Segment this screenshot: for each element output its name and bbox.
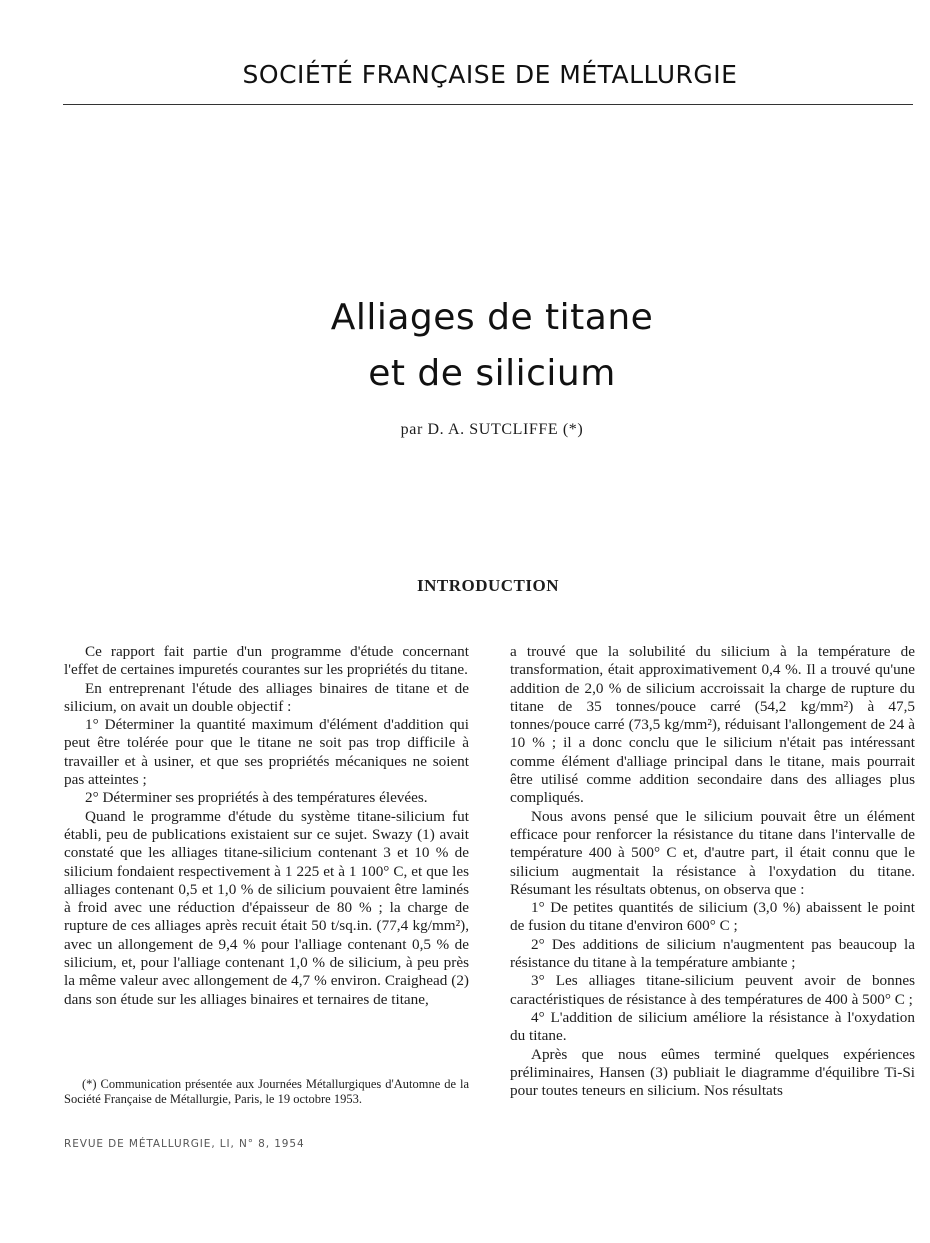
- paragraph: 2° Des additions de silicium n'augmentent pas beaucoup la résistance du titane à la température ambiante ;: [510, 935, 915, 972]
- right-column: [510, 643, 915, 1100]
- paragraph: Après que nous eûmes terminé quelques expériences préliminaires, Hansen (3) publiait le diagramme d'équilibre Ti-Si pour toutes teneurs en silicium. Nos résultats: [510, 1045, 915, 1100]
- paragraph: 4° L'addition de silicium améliore la résistance à l'oxydation du titane.: [510, 1008, 915, 1045]
- paragraph: Ce rapport fait partie d'un programme d'étude concernant l'effet de certaines impuretés courantes sur les propriétés du titane.: [64, 643, 469, 679]
- society-header: SOCIÉTÉ FRANÇAISE DE MÉTALLURGIE: [242, 60, 738, 89]
- paragraph: Quand le programme d'étude du système titane-silicium fut établi, peu de publications existaient sur ce sujet. Swazy (1) avait constaté que les alliages titane-silicium contenant 3 et 10 % de silicium fondaient respectivement à 1 225 et à 1 100° C, et que les alliages contenant 0,5 et 1,0 % de silicium pouvaient être laminés à froid avec une réduction d'épaisseur de 80 % ; la charge de rupture de ces alliages après recuit était 50 t/sq.in. (77,4 kg/mm²), avec un allongement de 9,4 % pour l'alliage contenant 0,5 % de silicium, et, pour l'alliage contenant 1,0 % de silicium, à peu près la même valeur avec allongement de 4,7 % environ. Craighead (2) dans son étude sur les alliages binaires et ternaires de titane,: [64, 807, 469, 1008]
- footnote-text: (*) Communication présentée aux Journées Métallurgiques d'Automne de la Société Française de Métallurgie, Paris, le 19 octobre 1953.: [64, 1077, 469, 1106]
- paragraph: 1° Déterminer la quantité maximum d'élément d'addition qui peut être tolérée pour que le titane ne soit pas trop difficile à travailler et à usiner, et que ses propriétés mécaniques ne soient pas atteintes ;: [64, 716, 469, 789]
- title-line-1: Alliages de titane: [330, 297, 654, 338]
- title-line-2: et de silicium: [368, 353, 616, 394]
- paragraph: En entreprenant l'étude des alliages binaires de titane et de silicium, on avait un double objectif :: [64, 679, 469, 715]
- paragraph-continuation: a trouvé que la solubilité du silicium à la température de transformation, était approximativement 0,4 %. Il a trouvé qu'une addition de 2,0 % de silicium accroissait la charge de rupture du titane de 35 tonnes/pouce carré (54,2 kg/mm²) à 47,5 tonnes/pouce carré (73,5 kg/mm²), réduisant l'allongement de 24 à 10 % ; il a donc conclu que le silicium n'était pas intéressant comme élément d'alliage principal dans le titane, mais pourrait être utilisé comme addition secondaire dans des alliages plus compliqués.: [510, 643, 915, 807]
- footnote: [64, 1077, 469, 1106]
- header-rule: [63, 104, 913, 105]
- paragraph: 1° De petites quantités de silicium (3,0 %) abaissent le point de fusion du titane d'environ 600° C ;: [510, 899, 915, 935]
- paragraph: 2° Déterminer ses propriétés à des températures élevées.: [85, 789, 428, 807]
- article-title: [0, 290, 930, 402]
- journal-reference: REVUE DE MÉTALLURGIE, LI, N° 8, 1954: [64, 1138, 305, 1150]
- author-byline: par D. A. SUTCLIFFE (*): [400, 421, 584, 438]
- paragraph: 3° Les alliages titane-silicium peuvent avoir de bonnes caractéristiques de résistance à des températures de 400 à 500° C ;: [510, 972, 915, 1008]
- paragraph: Nous avons pensé que le silicium pouvait être un élément efficace pour renforcer la résistance du titane dans l'intervalle de température 400 à 500° C et, d'autre part, il était connu que le silicium augmentait la résistance à l'oxydation du titane. Résumant les résultats obtenus, on observa que :: [510, 807, 915, 898]
- section-heading: INTRODUCTION: [416, 576, 560, 595]
- left-column: [64, 643, 469, 1009]
